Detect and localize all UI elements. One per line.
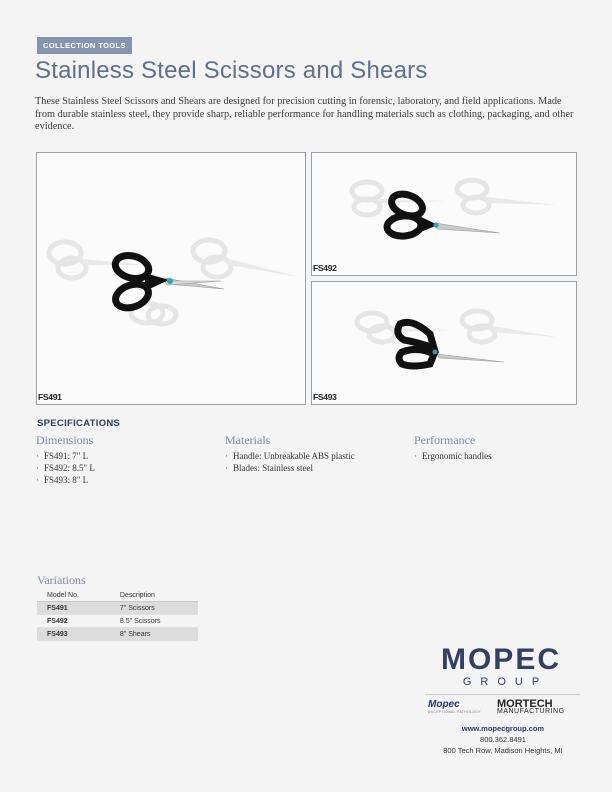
dimension-item: · FS491: 7" L	[36, 450, 216, 462]
sub-brand-logos	[425, 694, 580, 715]
performance-column	[414, 433, 594, 462]
dimension-item: · FS493: 8" L	[36, 474, 216, 486]
scissors-illustration	[312, 153, 576, 275]
dimensions-heading: Dimensions	[36, 433, 94, 447]
phone-number: 800.362.8491	[480, 735, 526, 744]
performance-heading: Performance	[414, 433, 476, 447]
image-caption-fs491: FS491	[38, 392, 62, 402]
description-cell: 8" Shears	[110, 628, 198, 641]
specifications-heading: SPECIFICATIONS	[37, 418, 121, 429]
address: 800 Tech Row, Madison Heights, MI	[443, 746, 563, 755]
image-caption-fs492: FS492	[313, 263, 337, 273]
dimension-item: · FS492: 8.5" L	[36, 462, 216, 474]
brand-group: GROUP	[462, 676, 549, 688]
variations-table	[37, 590, 198, 641]
table-row	[37, 628, 198, 641]
contact-block	[420, 723, 586, 756]
category-tag: COLLECTION TOOLS	[37, 37, 132, 54]
material-item: · Handle: Unbreakable ABS plastic	[225, 450, 405, 462]
materials-column	[225, 433, 405, 474]
performance-item: · Ergonomic handles	[414, 450, 594, 462]
model-cell: FS493	[37, 628, 110, 641]
product-image-fs491	[36, 152, 306, 405]
model-cell: FS491	[37, 602, 110, 615]
table-row	[37, 602, 198, 615]
website-link[interactable]: www.mopecgroup.com	[461, 724, 545, 733]
page-title: Stainless Steel Scissors and Shears	[35, 57, 428, 84]
description-cell: 7" Scissors	[110, 602, 198, 615]
brand-name: MOPEC	[440, 643, 561, 676]
mopec-logo: Mopec EXCEPTIONAL PATHOLOGY	[428, 699, 481, 714]
product-image-fs492	[311, 152, 577, 276]
mopec-group-logo	[425, 645, 577, 688]
intro-paragraph: These Stainless Steel Scissors and Shears are designed for precision cutting in forensic, laboratory, and field applications. Made from durable stainless steel, they provide sharp, reliable performance for handling materials such as clothing, packaging, and other evidence.	[35, 96, 574, 132]
column-header-description: Description	[110, 590, 198, 602]
model-cell: FS492	[37, 615, 110, 628]
variations-heading: Variations	[37, 573, 86, 587]
material-item: · Blades: Stainless steel	[225, 462, 405, 474]
mortech-logo: MORTECH MANUFACTURING	[497, 698, 565, 715]
table-row	[37, 615, 198, 628]
image-caption-fs493: FS493	[313, 392, 337, 402]
dimensions-column	[36, 433, 216, 486]
description-cell: 8.5" Scissors	[110, 615, 198, 628]
scissors-illustration	[37, 153, 305, 404]
column-header-model: Model No.	[37, 590, 110, 602]
shears-illustration	[312, 282, 576, 404]
materials-heading: Materials	[225, 433, 271, 447]
product-image-fs493	[311, 281, 577, 405]
